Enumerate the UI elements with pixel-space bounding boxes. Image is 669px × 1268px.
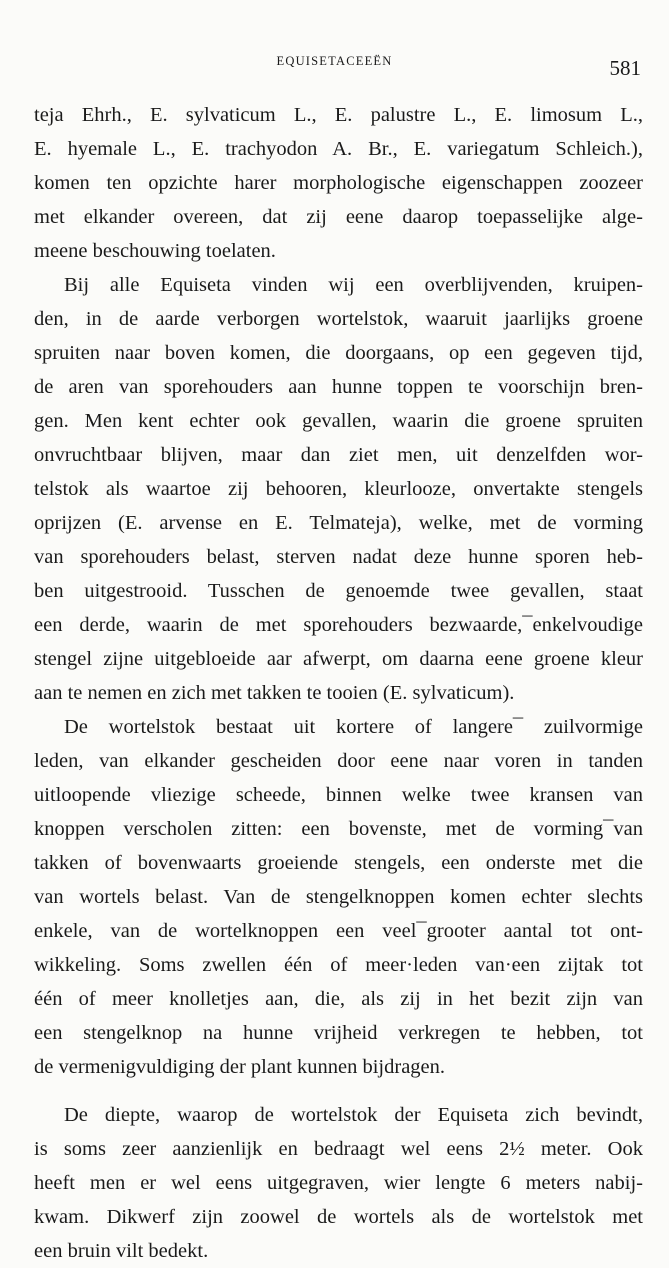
text-line: stengel zijne uitgebloeide aar afwerpt, om daarna eene groene kleur xyxy=(34,648,643,670)
text-line: wikkeling. Soms zwellen één of meer·leden van·een zijtak tot xyxy=(34,954,643,976)
paragraph-gap xyxy=(34,1084,643,1098)
page-number: 581 xyxy=(609,56,641,80)
paragraph-start-line: Bij alle Equiseta vinden wij een overblijvenden, kruipen- xyxy=(64,274,643,296)
text-line: van sporehouders belast, sterven nadat deze hunne sporen heb- xyxy=(34,546,643,568)
text-line: E. hyemale L., E. trachyodon A. Br., E. variegatum Schleich.), xyxy=(34,138,643,160)
text-line: is soms zeer aanzienlijk en bedraagt wel eens 2½ meter. Ook xyxy=(34,1138,643,1160)
text-line: de vermenigvuldiging der plant kunnen bijdragen. xyxy=(34,1056,446,1078)
text-line: gen. Men kent echter ook gevallen, waarin die groene spruiten xyxy=(34,410,643,432)
text-line: spruiten naar boven komen, die doorgaans, op een gegeven tijd, xyxy=(34,342,643,364)
text-line: heeft men er wel eens uitgegraven, wier lengte 6 meters nabij- xyxy=(34,1172,643,1194)
text-line: teja Ehrh., E. sylvaticum L., E. palustre L., E. limosum L., xyxy=(34,104,643,126)
text-line: aan te nemen en zich met takken te tooien (E. sylvaticum). xyxy=(34,682,515,704)
text-line: takken of bovenwaarts groeiende stengels, een onderste met die xyxy=(34,852,643,874)
text-line: een stengelknop na hunne vrijheid verkregen te hebben, tot xyxy=(34,1022,643,1044)
text-line: komen ten opzichte harer morphologische eigenschappen zoozeer xyxy=(34,172,643,194)
text-line: met elkander overeen, dat zij eene daarop toepasselijke alge- xyxy=(34,206,643,228)
text-line: den, in de aarde verborgen wortelstok, waaruit jaarlijks groene xyxy=(34,308,643,330)
body-text xyxy=(34,98,643,1268)
running-title: EQUISETACEEËN xyxy=(276,54,393,68)
text-line: meene beschouwing toelaten. xyxy=(34,240,276,262)
text-line: uitloopende vliezige scheede, binnen welke twee kransen van xyxy=(34,784,643,806)
text-line: knoppen verscholen zitten: een bovenste, met de vorming¯van xyxy=(34,818,643,840)
paragraph-start-line: De diepte, waarop de wortelstok der Equiseta zich bevindt, xyxy=(64,1104,643,1126)
text-line: oprijzen (E. arvense en E. Telmateja), welke, met de vorming xyxy=(34,512,643,534)
text-line: kwam. Dikwerf zijn zoowel de wortels als de wortelstok met xyxy=(34,1206,643,1228)
text-line: een bruin vilt bedekt. xyxy=(34,1240,209,1262)
text-line: telstok als waartoe zij behooren, kleurlooze, onvertakte stengels xyxy=(34,478,643,500)
text-line: van wortels belast. Van de stengelknoppen komen echter slechts xyxy=(34,886,643,908)
text-line: de aren van sporehouders aan hunne toppen te voorschijn bren- xyxy=(34,376,643,398)
text-line: ben uitgestrooid. Tusschen de genoemde twee gevallen, staat xyxy=(34,580,643,602)
paragraph-start-line: De wortelstok bestaat uit kortere of langere¯ zuilvormige xyxy=(64,716,643,738)
text-line: enkele, van de wortelknoppen een veel¯grooter aantal tot ont- xyxy=(34,920,643,942)
text-line: een derde, waarin de met sporehouders bezwaarde,¯enkelvoudige xyxy=(34,614,643,636)
text-line: één of meer knolletjes aan, die, als zij in het bezit zijn van xyxy=(34,988,643,1010)
text-line: onvruchtbaar blijven, maar dan ziet men, uit denzelfden wor- xyxy=(34,444,643,466)
text-line: leden, van elkander gescheiden door eene naar voren in tanden xyxy=(34,750,643,772)
